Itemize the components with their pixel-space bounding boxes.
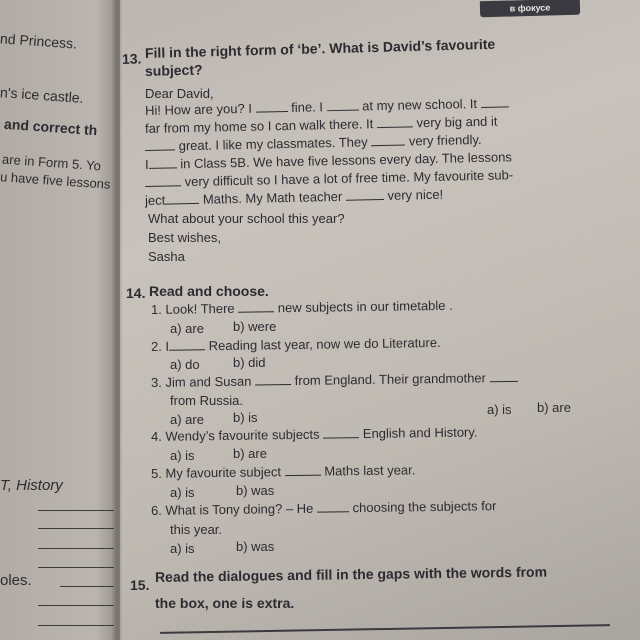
ex14-question-5: 5. My favourite subject Maths last year. (150, 462, 416, 481)
gap[interactable] (346, 188, 384, 201)
left-text-1: nd Princess. (0, 30, 78, 52)
gap[interactable] (255, 100, 287, 113)
gap[interactable] (285, 464, 321, 477)
ex13-title-2: subject? (144, 61, 203, 79)
gap[interactable] (326, 99, 358, 112)
book-spine (112, 0, 122, 640)
ex14-option-6b[interactable]: b) was (236, 539, 275, 554)
answer-line[interactable] (38, 528, 114, 529)
gap[interactable] (255, 373, 291, 386)
gap[interactable] (377, 115, 413, 128)
ex14-number: 14. (126, 285, 146, 301)
gap[interactable] (145, 138, 175, 151)
answer-line[interactable] (38, 567, 114, 568)
letter-signature: Sasha (148, 249, 185, 264)
ex14-question-1: 1. Look! There new subjects in our timetable . (150, 297, 453, 317)
ex14-option-4a[interactable]: a) is (170, 448, 195, 463)
gap[interactable] (323, 426, 359, 439)
ex14-option-2a[interactable]: a) do (170, 357, 200, 372)
gap[interactable] (238, 300, 274, 313)
word-box-edge (160, 624, 610, 634)
letter-line-4: I in Class 5B. We have five lessons every day. The lessons (144, 149, 512, 172)
answer-line[interactable] (38, 625, 114, 626)
ex14-option-4b[interactable]: b) are (233, 446, 267, 461)
letter-line-3: great. I like my classmates. They very friendly. (145, 132, 482, 154)
answer-line[interactable] (38, 605, 114, 606)
ex14-option-5b[interactable]: b) was (236, 483, 275, 498)
ex14-question-3: 3. Jim and Susan from England. Their grandmother (151, 370, 518, 390)
gap[interactable] (371, 134, 405, 147)
ex14-option-3a[interactable]: a) are (170, 412, 204, 427)
ex14-option-3b-2[interactable]: b) are (537, 400, 571, 415)
ex14-question-4: 4. Wendy’s favourite subjects English and History. (150, 424, 478, 444)
left-text-5: u have five lessons (0, 169, 111, 192)
letter-signoff: Best wishes, (148, 230, 221, 245)
ex14-option-6a[interactable]: a) is (170, 541, 195, 556)
ex14-question-3-cont: from Russia. (170, 393, 243, 408)
ex14-title: Read and choose. (149, 283, 269, 299)
left-text-4: are in Form 5. Yo (1, 151, 102, 174)
gap[interactable] (148, 156, 176, 169)
left-text-2: n's ice castle. (0, 84, 85, 106)
ex14-question-6-cont: this year. (170, 522, 223, 537)
answer-line[interactable] (38, 548, 114, 549)
ex14-option-3b[interactable]: b) is (233, 410, 258, 425)
left-text-3: and correct th (3, 115, 98, 139)
gap[interactable] (165, 192, 199, 205)
ex15-title-1: Read the dialogues and fill in the gaps with the words from (154, 563, 548, 585)
letter-line-6: ject Maths. My Math teacher very nice! (144, 186, 444, 208)
header-badge: в фокусе (480, 0, 580, 17)
ex14-question-6: 6. What is Tony doing? – He choosing the subjects for (150, 498, 497, 518)
answer-line[interactable] (60, 586, 114, 587)
ex14-option-1b[interactable]: b) were (233, 319, 277, 334)
gap[interactable] (317, 500, 349, 512)
left-text-6: T, History (0, 477, 63, 494)
ex15-title-2: the box, one is extra. (155, 595, 295, 611)
letter-line-2: far from my home so I can walk there. It very big and it (144, 113, 498, 136)
letter-line-5: very difficult so I have a lot of free time. My favourite sub- (145, 167, 513, 190)
ex14-question-2: 2. I Reading last year, now we do Literature. (150, 334, 441, 354)
ex14-option-1a[interactable]: a) are (170, 321, 204, 336)
letter-greeting: Dear David, (145, 86, 214, 101)
answer-line[interactable] (38, 510, 114, 511)
ex13-number: 13. (121, 50, 142, 67)
ex13-title-1: Fill in the right form of ‘be’. What is David’s favourite (144, 35, 496, 61)
gap[interactable] (489, 370, 517, 382)
ex14-option-3a-2[interactable]: a) is (487, 402, 512, 417)
gap[interactable] (481, 95, 509, 108)
ex15-number: 15. (130, 577, 150, 593)
ex14-option-2b[interactable]: b) did (233, 355, 266, 370)
left-text-7: oles. (0, 572, 32, 589)
gap[interactable] (145, 174, 181, 187)
ex14-option-5a[interactable]: a) is (170, 485, 195, 500)
letter-line-7: What about your school this year? (148, 211, 345, 226)
letter-line-1: Hi! How are you? I fine. I at my new school. It (145, 95, 509, 118)
gap[interactable] (169, 338, 205, 351)
